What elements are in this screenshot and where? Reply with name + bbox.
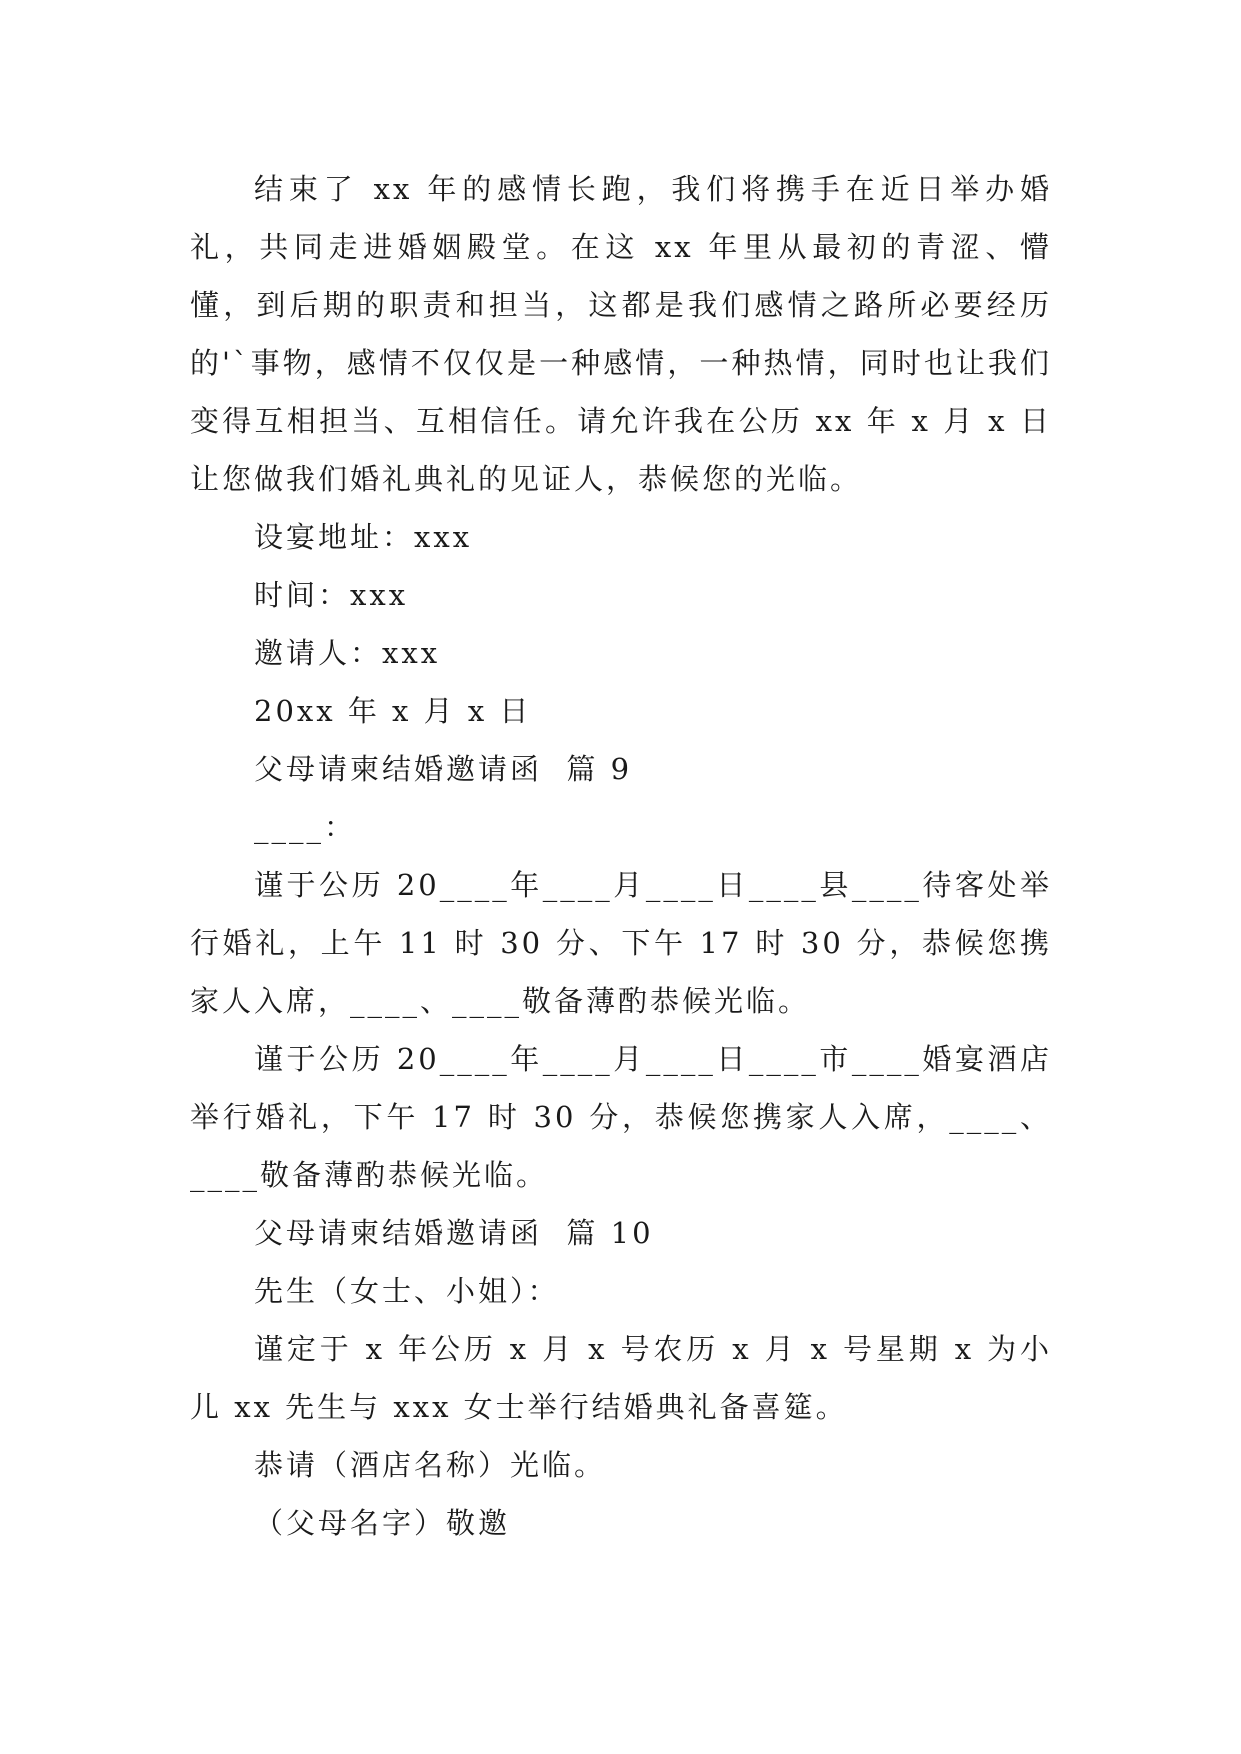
section-heading-9: 父母请柬结婚邀请函 篇 9 xyxy=(254,752,633,786)
paragraph-wedding-announcement: 谨定于 x 年公历 x 月 x 号农历 x 月 x 号星期 x 为小儿 xx 先生与 xxx 女士举行结婚典礼备喜筵。 xyxy=(190,1332,1052,1424)
paragraph-invitation: 恭请（酒店名称）光临。 xyxy=(254,1448,607,1482)
document-body xyxy=(190,160,1052,1552)
paragraph-date: 20xx 年 x 月 x 日 xyxy=(254,694,532,728)
paragraph-salutation: 先生（女士、小姐）： xyxy=(254,1274,560,1308)
paragraph-salutation-blank: ____： xyxy=(254,810,357,844)
paragraph-signature: （父母名字）敬邀 xyxy=(254,1506,511,1540)
paragraph-inviter: 邀请人：xxx xyxy=(254,636,441,670)
section-heading-10: 父母请柬结婚邀请函 篇 10 xyxy=(254,1216,654,1250)
paragraph-intro: 结束了 xx 年的感情长跑，我们将携手在近日举办婚礼，共同走进婚姻殿堂。在这 xx 年里从最初的青涩、懵懂，到后期的职责和担当，这都是我们感情之路所必要经历的'`事物，感情不仅仅是一种感情，一种热情，同时也让我们变得互相担当、互相信任。请允许我在公历 xx 年 x 月 x 日让您做我们婚礼典礼的见证人，恭候您的光临。 xyxy=(190,172,1052,496)
paragraph-county-banquet: 谨于公历 20____年____月____日____县____待客处举行婚礼，上午 11 时 30 分、下午 17 时 30 分，恭候您携家人入席，____、____敬备薄酌恭候光临。 xyxy=(190,868,1052,1018)
paragraph-venue: 设宴地址：xxx xyxy=(254,520,473,554)
paragraph-city-banquet: 谨于公历 20____年____月____日____市____婚宴酒店举行婚礼，下午 17 时 30 分，恭候您携家人入席，____、____敬备薄酌恭候光临。 xyxy=(190,1042,1052,1192)
paragraph-time: 时间：xxx xyxy=(254,578,409,612)
